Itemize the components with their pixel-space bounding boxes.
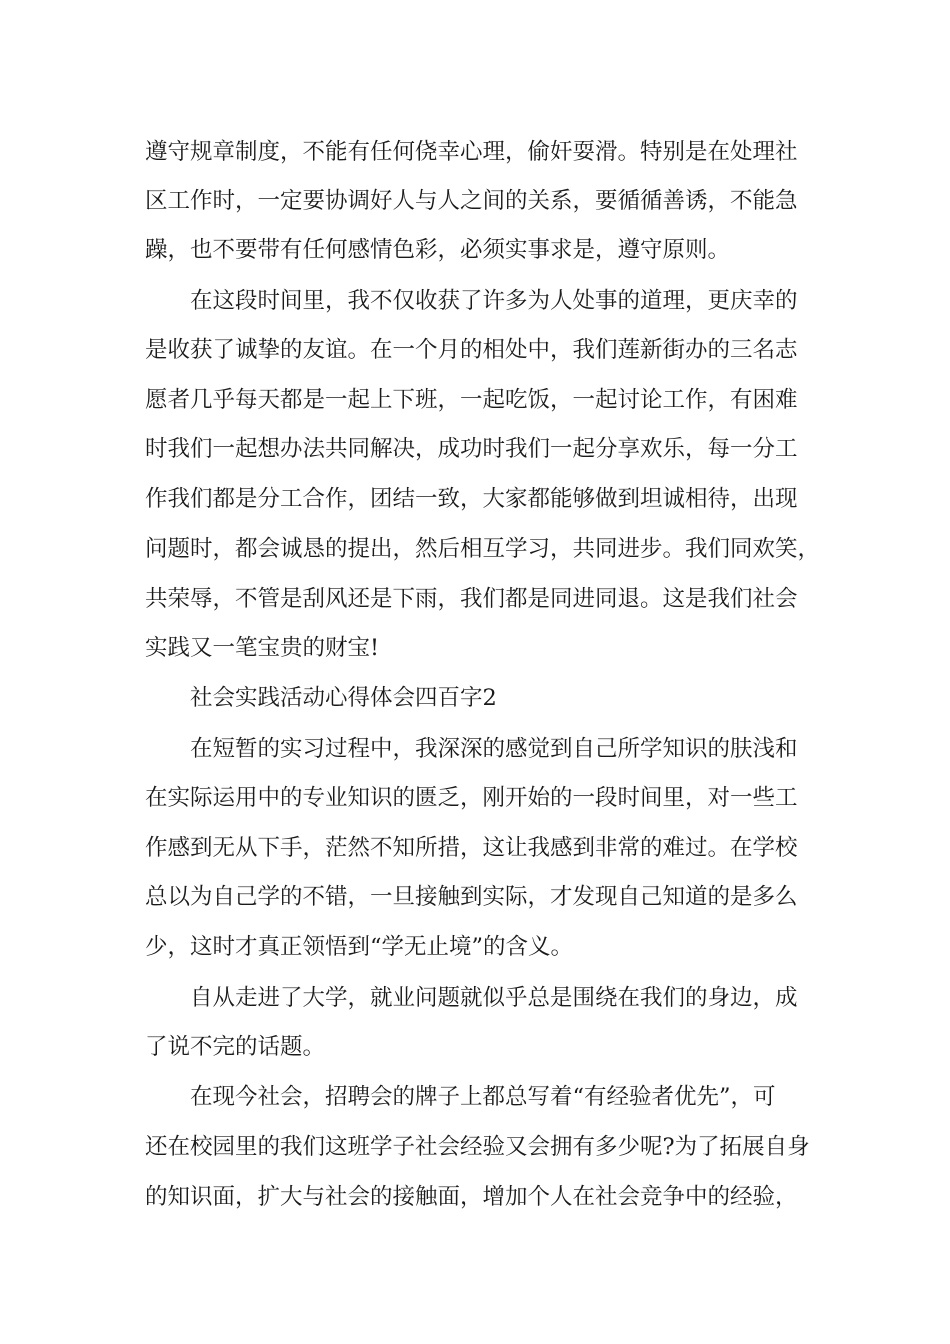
body-text-line: 共荣辱，不管是刮风还是下雨，我们都是同进同退。这是我们社会 [145, 586, 798, 612]
body-text-line: 还在校园里的我们这班学子社会经验又会拥有多少呢?为了拓展自身 [145, 1134, 810, 1160]
body-text-line: 了说不完的话题。 [145, 1034, 326, 1060]
body-text-line: 区工作时，一定要协调好人与人之间的关系，要循循善诱，不能急 [145, 188, 798, 214]
body-text-line: 作感到无从下手，茫然不知所措，这让我感到非常的难过。在学校 [145, 835, 798, 861]
paragraph-first-line: 在现今社会，招聘会的牌子上都总写着“有经验者优先”，可 [190, 1084, 776, 1110]
body-text-line: 愿者几乎每天都是一起上下班，一起吃饭，一起讨论工作，有困难 [145, 387, 798, 413]
paragraph-first-line: 自从走进了大学，就业问题就似乎总是围绕在我们的身边，成 [190, 985, 798, 1011]
body-text-line: 总以为自己学的不错，一旦接触到实际，才发现自己知道的是多么 [145, 884, 798, 910]
paragraph-first-line: 在短暂的实习过程中，我深深的感觉到自己所学知识的肤浅和 [190, 736, 798, 762]
body-text-line: 问题时，都会诚恳的提出，然后相互学习，共同进步。我们同欢笑， [145, 536, 821, 562]
body-text-line: 在实际运用中的专业知识的匮乏，刚开始的一段时间里，对一些工 [145, 785, 798, 811]
section-heading: 社会实践活动心得体会四百字2 [190, 685, 497, 711]
body-text-line: 的知识面，扩大与社会的接触面，增加个人在社会竞争中的经验， [145, 1184, 798, 1210]
body-text-line: 作我们都是分工合作，团结一致，大家都能够做到坦诚相待，出现 [145, 486, 798, 512]
body-text-line: 少，这时才真正领悟到“学无止境”的含义。 [145, 934, 574, 960]
body-text-line: 遵守规章制度，不能有任何侥幸心理，偷奸耍滑。特别是在处理社 [145, 139, 798, 165]
body-text-line: 时我们一起想办法共同解决，成功时我们一起分享欢乐，每一分工 [145, 436, 798, 462]
body-text-line: 是收获了诚挚的友谊。在一个月的相处中，我们莲新街办的三名志 [145, 337, 798, 363]
paragraph-first-line: 在这段时间里，我不仅收获了许多为人处事的道理，更庆幸的 [190, 288, 798, 314]
body-text-line: 实践又一笔宝贵的财宝! [145, 635, 380, 661]
body-text-line: 躁，也不要带有任何感情色彩，必须实事求是，遵守原则。 [145, 237, 731, 263]
